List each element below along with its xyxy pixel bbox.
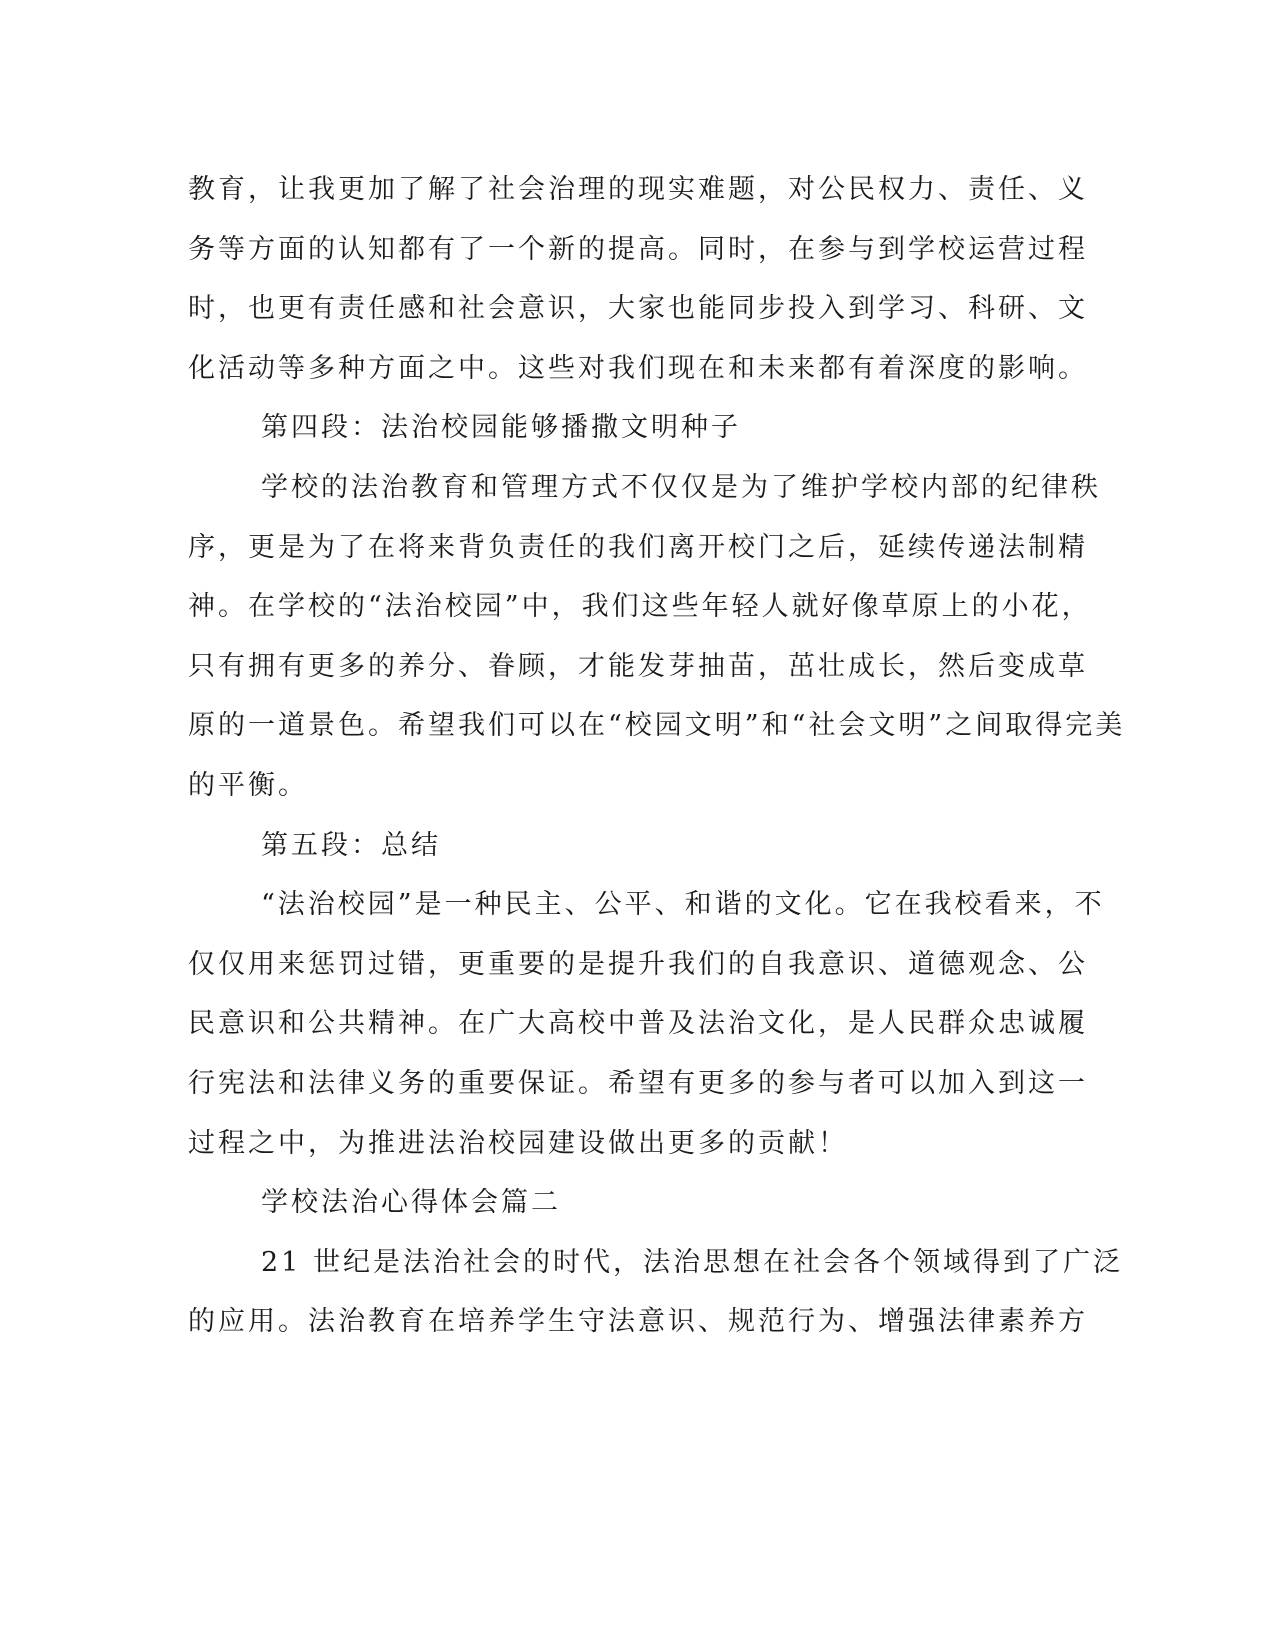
text-line: 的应用。法治教育在培养学生守法意识、规范行为、增强法律素养方 (188, 1306, 1088, 1338)
text-line: 原的一道景色。希望我们可以在“校园文明”和“社会文明”之间取得完美 (188, 710, 1126, 742)
paragraph-first-line: 第五段：总结 (261, 829, 441, 861)
text-line: 的平衡。 (188, 769, 308, 801)
text-line: 化活动等多种方面之中。这些对我们现在和未来都有着深度的影响。 (188, 352, 1088, 384)
text-line: 过程之中，为推进法治校园建设做出更多的贡献！ (188, 1127, 848, 1159)
text-line: 民意识和公共精神。在广大高校中普及法治文化，是人民群众忠诚履 (188, 1008, 1088, 1040)
document-body (188, 160, 1126, 1352)
paragraph-first-line: “法治校园”是一种民主、公平、和谐的文化。它在我校看来，不 (261, 889, 1105, 921)
text-line: 务等方面的认知都有了一个新的提高。同时，在参与到学校运营过程 (188, 233, 1088, 265)
text-line: 仅仅用来惩罚过错，更重要的是提升我们的自我意识、道德观念、公 (188, 948, 1088, 980)
paragraph-first-line: 21 世纪是法治社会的时代，法治思想在社会各个领域得到了广泛 (261, 1246, 1123, 1278)
text-line: 只有拥有更多的养分、眷顾，才能发芽抽苗，茁壮成长，然后变成草 (188, 650, 1088, 682)
text-line: 神。在学校的“法治校园”中，我们这些年轻人就好像草原上的小花， (188, 591, 1092, 623)
text-line: 序，更是为了在将来背负责任的我们离开校门之后，延续传递法制精 (188, 531, 1088, 563)
paragraph-first-line: 学校的法治教育和管理方式不仅仅是为了维护学校内部的纪律秩 (261, 471, 1101, 503)
text-line: 教育，让我更加了解了社会治理的现实难题，对公民权力、责任、义 (188, 174, 1088, 205)
paragraph-first-line: 学校法治心得体会篇二 (261, 1187, 561, 1219)
text-line: 时，也更有责任感和社会意识，大家也能同步投入到学习、科研、文 (188, 293, 1088, 325)
paragraph-first-line: 第四段：法治校园能够播撒文明种子 (261, 412, 741, 444)
text-line: 行宪法和法律义务的重要保证。希望有更多的参与者可以加入到这一 (188, 1067, 1088, 1099)
